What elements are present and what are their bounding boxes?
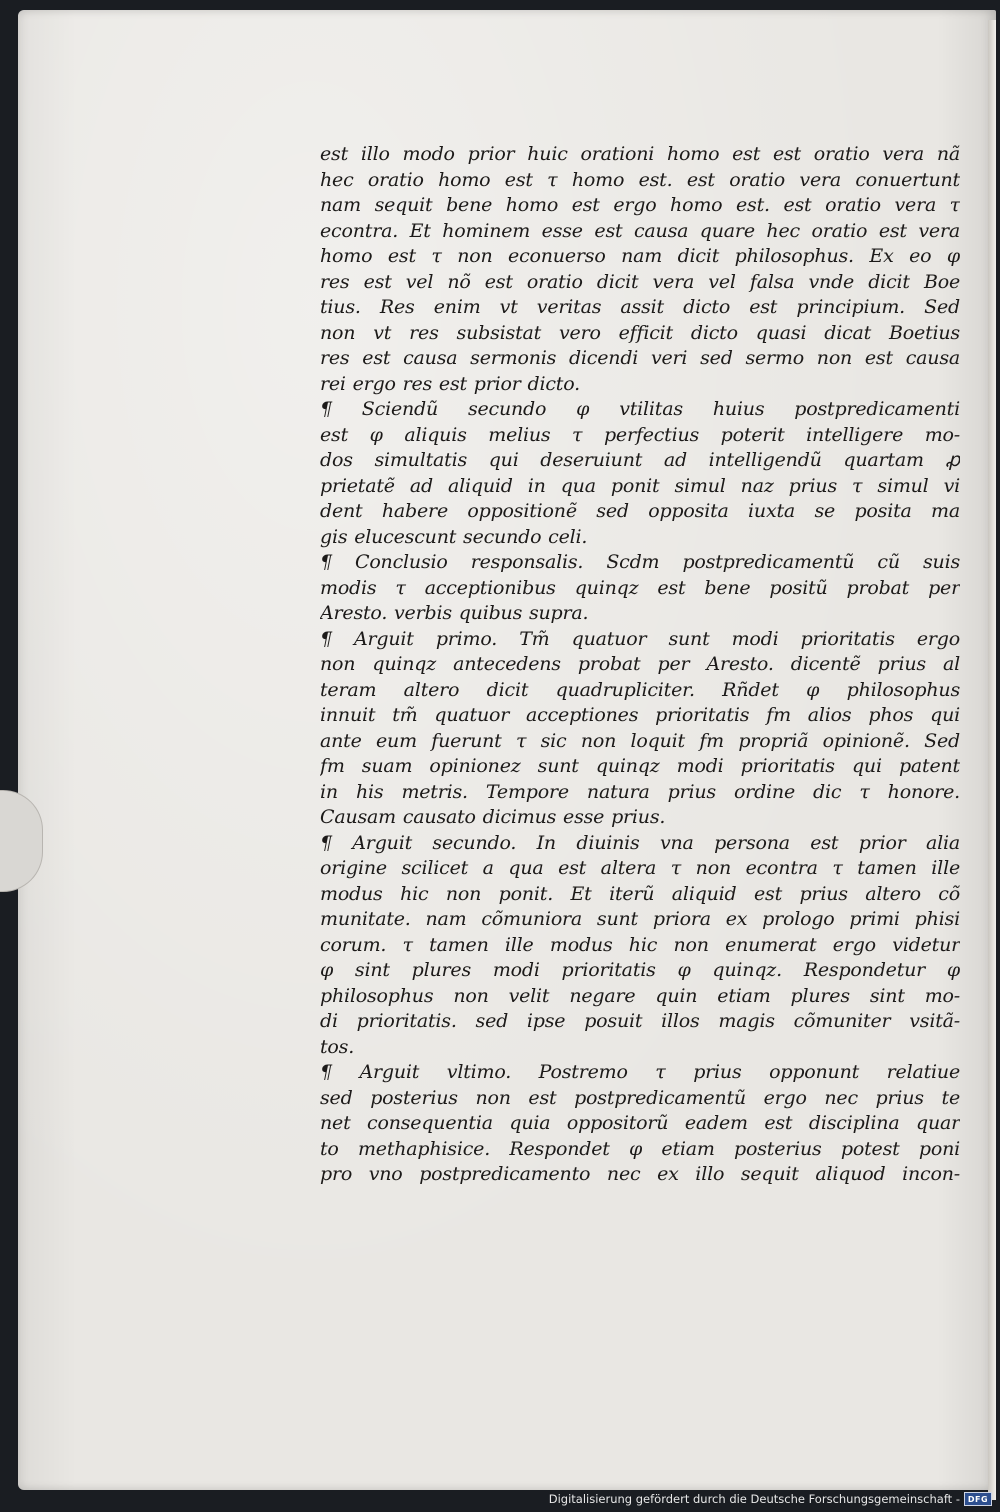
text-line: dent habere oppositionẽ sed opposita iuxta se posita ma [320,500,960,522]
text-line: econtra. Et hominem esse est causa quare hec oratio est vera [320,219,960,242]
book-page [18,10,996,1490]
text-line: philosophus non velit negare quin etiam plures sint mo- [320,984,960,1007]
text-line: in his metris. Tempore natura prius ordine dic τ honore. [320,780,960,803]
text-line: non quinqz antecedens probat per Aresto. dicentẽ prius al [320,653,960,675]
text-line: Aresto. verbis quibus supra. [320,602,589,624]
page-fore-edge [988,20,996,1500]
text-line: nam sequit bene homo est ergo homo est. est oratio vera τ [320,194,960,216]
text-line: homo est τ non econuerso nam dicit philosophus. Ex eo φ [320,245,960,267]
text-line: est φ aliquis melius τ perfectius poterit intelligere mo- [320,423,960,446]
text-line: sed posterius non est postpredicamentũ ergo nec prius te [320,1086,960,1109]
text-line: ¶ Conclusio responsalis. Scdm postpredicamentũ cũ suis [320,551,960,573]
text-paragraphs [320,142,960,1188]
credit-text: Digitalisierung gefördert durch die Deutsche Forschungsgemeinschaft - [548,1492,960,1506]
text-line: prietatẽ ad aliquid in qua ponit simul naz prius τ simul vi [320,474,960,497]
text-line: origine scilicet a qua est altera τ non econtra τ tamen ille [320,857,960,879]
text-column [320,142,960,1188]
text-line: non vt res subsistat vero efficit dicto quasi dicat Boetius [320,321,960,344]
text-line: rei ergo res est prior dicto. [320,372,580,395]
text-line: teram altero dicit quadrupliciter. Rñdet φ philosophus [320,678,960,701]
text-line: ¶ Sciendũ secundo φ vtilitas huius postpredicamenti [320,398,960,420]
text-line: di prioritatis. sed ipse posuit illos magis cõmuniter vsitã- [320,1010,960,1032]
text-line: res est vel nõ est oratio dicit vera vel falsa vnde dicit Boe [320,270,960,293]
text-line: ante eum fuerunt τ sic non loquit fm propriã opinionẽ. Sed [320,729,960,752]
text-line: pro vno postpredicamento nec ex illo sequit aliquod incon- [320,1163,960,1185]
text-line: to methaphisice. Respondet φ etiam posterius potest poni [320,1137,960,1160]
text-line: net consequentia quia oppositorũ eadem est disciplina quar [320,1112,960,1134]
text-line: ¶ Arguit vltimo. Postremo τ prius opponunt relatiue [320,1061,960,1083]
text-line: munitate. nam cõmuniora sunt priora ex prologo primi phisi [320,908,960,930]
text-line: res est causa sermonis dicendi veri sed sermo non est causa [320,347,960,369]
text-line: ¶ Arguit secundo. In diuinis vna persona est prior alia [320,831,960,854]
text-line: corum. τ tamen ille modus hic non enumerat ergo videtur [320,933,960,956]
text-line: φ sint plures modi prioritatis φ quinqz. Respondetur φ [320,959,960,981]
text-line: gis elucescunt secundo celi. [320,525,588,548]
text-line: fm suam opinionez sunt quinqz modi prioritatis qui patent [320,755,960,777]
text-line: Causam causato dicimus esse prius. [320,806,666,828]
text-line: innuit tm̃ quatuor acceptiones prioritatis fm alios phos qui [320,704,960,726]
text-line: ¶ Arguit primo. Tm̃ quatuor sunt modi prioritatis ergo [320,627,960,650]
text-line: dos simultatis qui deseruiunt ad intelligendũ quartam ꝓ [320,449,960,471]
text-line: modus hic non ponit. Et iterũ aliquid est prius altero cõ [320,882,960,905]
text-line: est illo modo prior huic orationi homo est est oratio vera nã [320,143,960,165]
digitization-credit [549,1490,992,1508]
text-line: modis τ acceptionibus quinqz est bene positũ probat per [320,576,960,599]
text-line: tius. Res enim vt veritas assit dicto est principium. Sed [320,296,960,318]
text-line: hec oratio homo est τ homo est. est oratio vera conuertunt [320,168,960,191]
text-line: tos. [320,1035,355,1058]
dfg-logo-icon: DFG [964,1492,992,1506]
